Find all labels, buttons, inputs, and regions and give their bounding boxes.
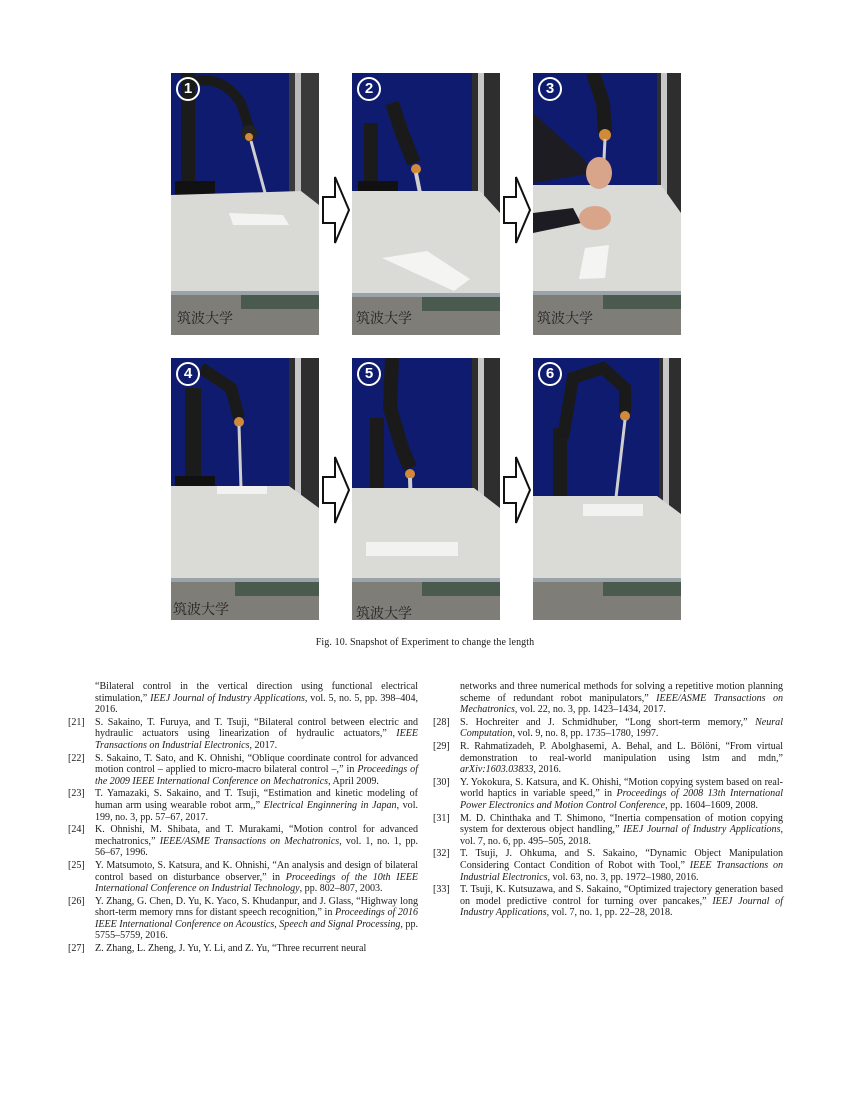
references-right-column — [433, 681, 783, 920]
reference-entry — [68, 943, 418, 955]
reference-text: , 2016. — [533, 764, 562, 776]
reference-text: networks and three numerical methods for solving a repetitive motion planning scheme of redundant robot manipulators,” — [460, 681, 783, 704]
snapshot-panel-4 — [171, 358, 319, 620]
reference-entry — [68, 860, 418, 895]
step-number-badge: 4 — [176, 362, 200, 386]
reference-venue: arXiv:1603.03833 — [460, 764, 534, 776]
snapshot-panel-1 — [171, 73, 319, 335]
arrow-right-icon — [321, 455, 351, 525]
reference-entry — [433, 777, 783, 812]
reference-venue: Neural Computation — [460, 716, 783, 740]
step-number-badge: 3 — [538, 77, 562, 101]
reference-number: [24] — [68, 824, 85, 836]
reference-venue: IEEE/ASME Transactions on Mechatronics — [159, 835, 340, 847]
reference-text: , vol. 22, no. 3, pp. 1423–1434, 2017. — [514, 704, 666, 716]
reference-text: , pp. 1604–1609, 2008. — [665, 799, 759, 811]
reference-text: , vol. 5, no. 5, pp. 398–404, 2016. — [95, 692, 418, 716]
reference-text: T. Tsuji, J. Ohkuma, and S. Sakaino, “Dynamic Object Manipulation Considering Contact Condition of Robot with Tool,” — [460, 848, 783, 871]
svg-text:筑波大学: 筑波大学 — [356, 606, 412, 620]
reference-venue: Proceedings of the 2009 IEEE International Conference on Mechatronics — [95, 764, 418, 787]
reference-text: R. Rahmatizadeh, P. Abolghasemi, A. Behal, and L. Bölöni, “From virtual demonstration to real-world manipulation using lstm and mdn,” — [460, 740, 783, 764]
reference-entry — [68, 717, 418, 752]
svg-text:筑波大学: 筑波大学 — [173, 602, 229, 618]
reference-venue: IEEJ Journal of Industry Applications — [150, 692, 305, 704]
svg-text:筑波大学: 筑波大学 — [537, 311, 593, 327]
robot-mop-photo — [352, 73, 500, 335]
reference-number: [27] — [68, 943, 85, 955]
step-number-badge: 5 — [357, 362, 381, 386]
reference-venue: Proceedings of the 10th IEEE International Conference on Industrial Technology — [95, 871, 418, 895]
reference-text: , vol. 1, no. 1, pp. 56–67, 1996. — [95, 835, 419, 859]
reference-venue: IEEJ Journal of Industry Applications — [623, 824, 781, 836]
svg-text:筑波大学: 筑波大学 — [177, 311, 233, 327]
reference-text: , 2017. — [249, 739, 278, 751]
reference-entry — [68, 896, 418, 942]
robot-mop-photo — [352, 358, 500, 620]
reference-text: , vol. 199, no. 3, pp. 57–67, 2017. — [95, 799, 419, 823]
reference-venue: IEEE/ASME Transactions on Mechatronics — [460, 692, 783, 716]
robot-mop-photo — [533, 73, 681, 335]
reference-text: Y. Matsumoto, S. Katsura, and K. Ohnishi, “An analysis and design of bilateral control based on disturbance observer,” in — [95, 859, 418, 883]
reference-text: Y. Yokokura, S. Katsura, and K. Ohishi, “Motion copying system based on real-world haptics in variable speed,” in — [460, 776, 783, 800]
snapshot-panel-2 — [352, 73, 500, 335]
reference-text: M. D. Chinthaka and T. Shimono, “Inertia compensation of motion copying system for dexterous object handling,” — [460, 812, 783, 836]
figure-caption: Fig. 10. Snapshot of Experiment to change the length — [315, 637, 535, 648]
reference-text: , vol. 7, no. 1, pp. 22–28, 2018. — [546, 907, 673, 919]
reference-entry — [68, 681, 418, 716]
reference-number: [23] — [68, 788, 85, 800]
robot-mop-photo — [171, 73, 319, 335]
reference-text: , pp. 802–807, 2003. — [299, 883, 383, 895]
reference-venue: IEEE Transactions on Industrial Electronics — [95, 728, 418, 751]
reference-text: , vol. 63, no. 3, pp. 1972–1980, 2016. — [547, 871, 699, 883]
reference-number: [29] — [433, 740, 450, 752]
references-left-column — [68, 681, 418, 956]
reference-entry — [68, 824, 418, 859]
arrow-right-icon — [502, 175, 532, 245]
reference-text: , pp. 5755–5759, 2016. — [95, 918, 418, 942]
robot-mop-photo — [171, 358, 319, 620]
reference-entry — [433, 717, 783, 740]
reference-text: Z. Zhang, L. Zheng, J. Yu, Y. Li, and Z. Yu, “Three recurrent neural — [95, 943, 367, 955]
robot-mop-photo — [533, 358, 681, 620]
reference-venue: IEEJ Journal of Industry Applications — [460, 895, 783, 919]
reference-number: [33] — [433, 884, 450, 896]
reference-number: [22] — [68, 752, 85, 764]
reference-text: , vol. 7, no. 6, pp. 495–505, 2018. — [460, 824, 784, 847]
reference-venue: Proceedings of 2008 13th International Power Electronics and Motion Control Conference — [460, 788, 784, 811]
arrow-right-icon — [502, 455, 532, 525]
reference-number: [30] — [433, 776, 450, 788]
reference-text: K. Ohnishi, M. Shibata, and T. Murakami, “Motion control for advanced mechatronics,” — [95, 824, 418, 847]
reference-text: S. Sakaino, T. Furuya, and T. Tsuji, “Bilateral control between electric and hydraulic actuators using linearization of hydraulic actuators,” — [95, 716, 418, 740]
reference-text: T. Yamazaki, S. Sakaino, and T. Tsuji, “Estimation and kinetic modeling of human arm using wearable robot arm,,” — [95, 788, 418, 811]
snapshot-panel-3 — [533, 73, 681, 335]
reference-entry — [433, 848, 783, 883]
reference-venue: Proceedings of 2016 IEEE International Conference on Acoustics, Speech and Signal Processing — [95, 907, 419, 930]
reference-number: [21] — [68, 716, 85, 728]
snapshot-panel-5 — [352, 358, 500, 620]
reference-entry — [433, 884, 783, 919]
reference-number: [26] — [68, 895, 85, 907]
reference-number: [32] — [433, 848, 450, 860]
reference-text: , vol. 9, no. 8, pp. 1735–1780, 1997. — [512, 728, 659, 740]
reference-text: S. Hochreiter and J. Schmidhuber, “Long short-term memory,” — [460, 716, 756, 728]
reference-number: [25] — [68, 859, 85, 871]
arrow-right-icon — [321, 175, 351, 245]
reference-venue: Electrical Enginnering in Japan — [263, 799, 397, 811]
step-number-badge: 2 — [357, 77, 381, 101]
reference-entry — [68, 788, 418, 823]
reference-text: “Bilateral control in the vertical direction using functional electrical stimulation,” — [95, 681, 418, 704]
snapshot-panel-6 — [533, 358, 681, 620]
reference-text: T. Tsuji, K. Kutsuzawa, and S. Sakaino, “Optimized trajectory generation based on model predictive control for turning over pancakes,” — [460, 884, 783, 907]
reference-text: , April 2009. — [328, 775, 379, 787]
step-number-badge: 1 — [176, 77, 200, 101]
step-number-badge: 6 — [538, 362, 562, 386]
reference-entry — [433, 741, 783, 776]
svg-text:筑波大学: 筑波大学 — [356, 311, 412, 327]
reference-venue: IEEE Transactions on Industrial Electronics — [460, 859, 783, 883]
reference-number: [28] — [433, 716, 450, 728]
reference-entry — [433, 813, 783, 848]
reference-text: S. Sakaino, T. Sato, and K. Ohnishi, “Oblique coordinate control for advanced motion control – applied to micro-macro bilateral control –,” in — [95, 752, 418, 776]
reference-entry — [433, 681, 783, 716]
reference-number: [31] — [433, 812, 450, 824]
reference-text: Y. Zhang, G. Chen, D. Yu, K. Yaco, S. Khudanpur, and J. Glass, “Highway long short-term memory rnns for distant speech recognition,” in — [95, 895, 418, 919]
reference-entry — [68, 753, 418, 788]
